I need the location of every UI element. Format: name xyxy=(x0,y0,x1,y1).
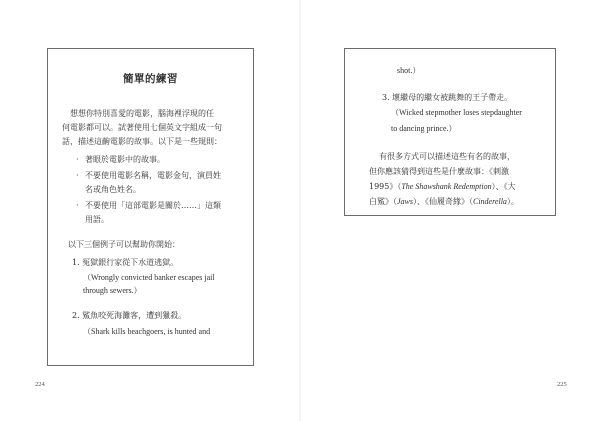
example-1-english-line-1: （Wrongly convicted banker escapes jail xyxy=(83,273,215,282)
rule-3-bullet: · xyxy=(76,201,79,210)
paragraph-line-3-start: 1995》（ xyxy=(369,182,402,191)
paragraph-line-4-part-b: ）、《仙履奇緣》（ xyxy=(413,197,473,206)
example-3-english-line-1: （Wicked stepmother loses stepdaughter xyxy=(391,108,522,117)
intro-line-1: 想想你特別喜愛的電影，腦海裡浮現的任 xyxy=(70,109,214,118)
right-page-number: 225 xyxy=(557,381,567,388)
paragraph-line-4-part-c: ）。 xyxy=(506,197,519,206)
exercise-title: 簡單的練習 xyxy=(123,73,178,85)
example-1-english-line-2: through sewers.） xyxy=(83,286,142,295)
rule-1-bullet: · xyxy=(76,155,79,164)
example-2-chinese: 2. 鯊魚咬死海灘客，遭到獵殺。 xyxy=(72,311,187,320)
examples-intro: 以下三個例子可以幫助你開始： xyxy=(68,240,180,249)
example-1-chinese: 1. 冤獄銀行家從下水道逃獄。 xyxy=(72,258,179,267)
rule-2-bullet: · xyxy=(76,171,79,180)
left-page-number: 224 xyxy=(35,381,45,388)
rule-1-text: 著眼於電影中的故事。 xyxy=(85,155,165,164)
movie-title-jaws: Jaws xyxy=(397,197,413,206)
intro-line-3: 話，描述這齣電影的故事。以下是一些規則： xyxy=(62,137,222,146)
example-2-english-continued: shot.） xyxy=(397,66,421,75)
left-exercise-box xyxy=(47,48,254,366)
movie-title-cinderella: Cinderella xyxy=(473,197,507,206)
rule-2-text-line-1: 不要使用電影名稱，電影金句，演員姓 xyxy=(85,171,221,180)
paragraph-line-3 xyxy=(369,181,516,192)
example-3-chinese: 3. 壞繼母的繼女被跳舞的王子帶走。 xyxy=(382,93,513,102)
paragraph-line-4-part-a: 白鯊》（ xyxy=(369,197,397,206)
example-3-english-line-2: to dancing prince.） xyxy=(391,124,457,133)
book-gutter xyxy=(299,0,301,421)
example-2-english-line-1: （Shark kills beachgoers, is hunted and xyxy=(83,327,211,336)
movie-title-shawshank: The Shawshank Redemption xyxy=(401,182,492,191)
rule-2-text-line-2: 名或角色姓名。 xyxy=(85,185,141,194)
rule-3-text-line-1: 不要使用「這部電影是關於……」這類 xyxy=(85,201,221,210)
intro-line-2: 何電影都可以。試著使用七個英文字組成一句 xyxy=(62,123,222,132)
paragraph-line-4 xyxy=(369,196,519,207)
paragraph-line-3-end: ）、《大 xyxy=(491,182,516,191)
paragraph-line-2: 但你應該猜得到這些是什麼故事：《刺激 xyxy=(369,167,509,176)
rule-3-text-line-2: 用語。 xyxy=(85,215,109,224)
paragraph-line-1: 有很多方式可以描述這些有名的故事， xyxy=(379,152,515,161)
right-exercise-box xyxy=(344,48,556,216)
